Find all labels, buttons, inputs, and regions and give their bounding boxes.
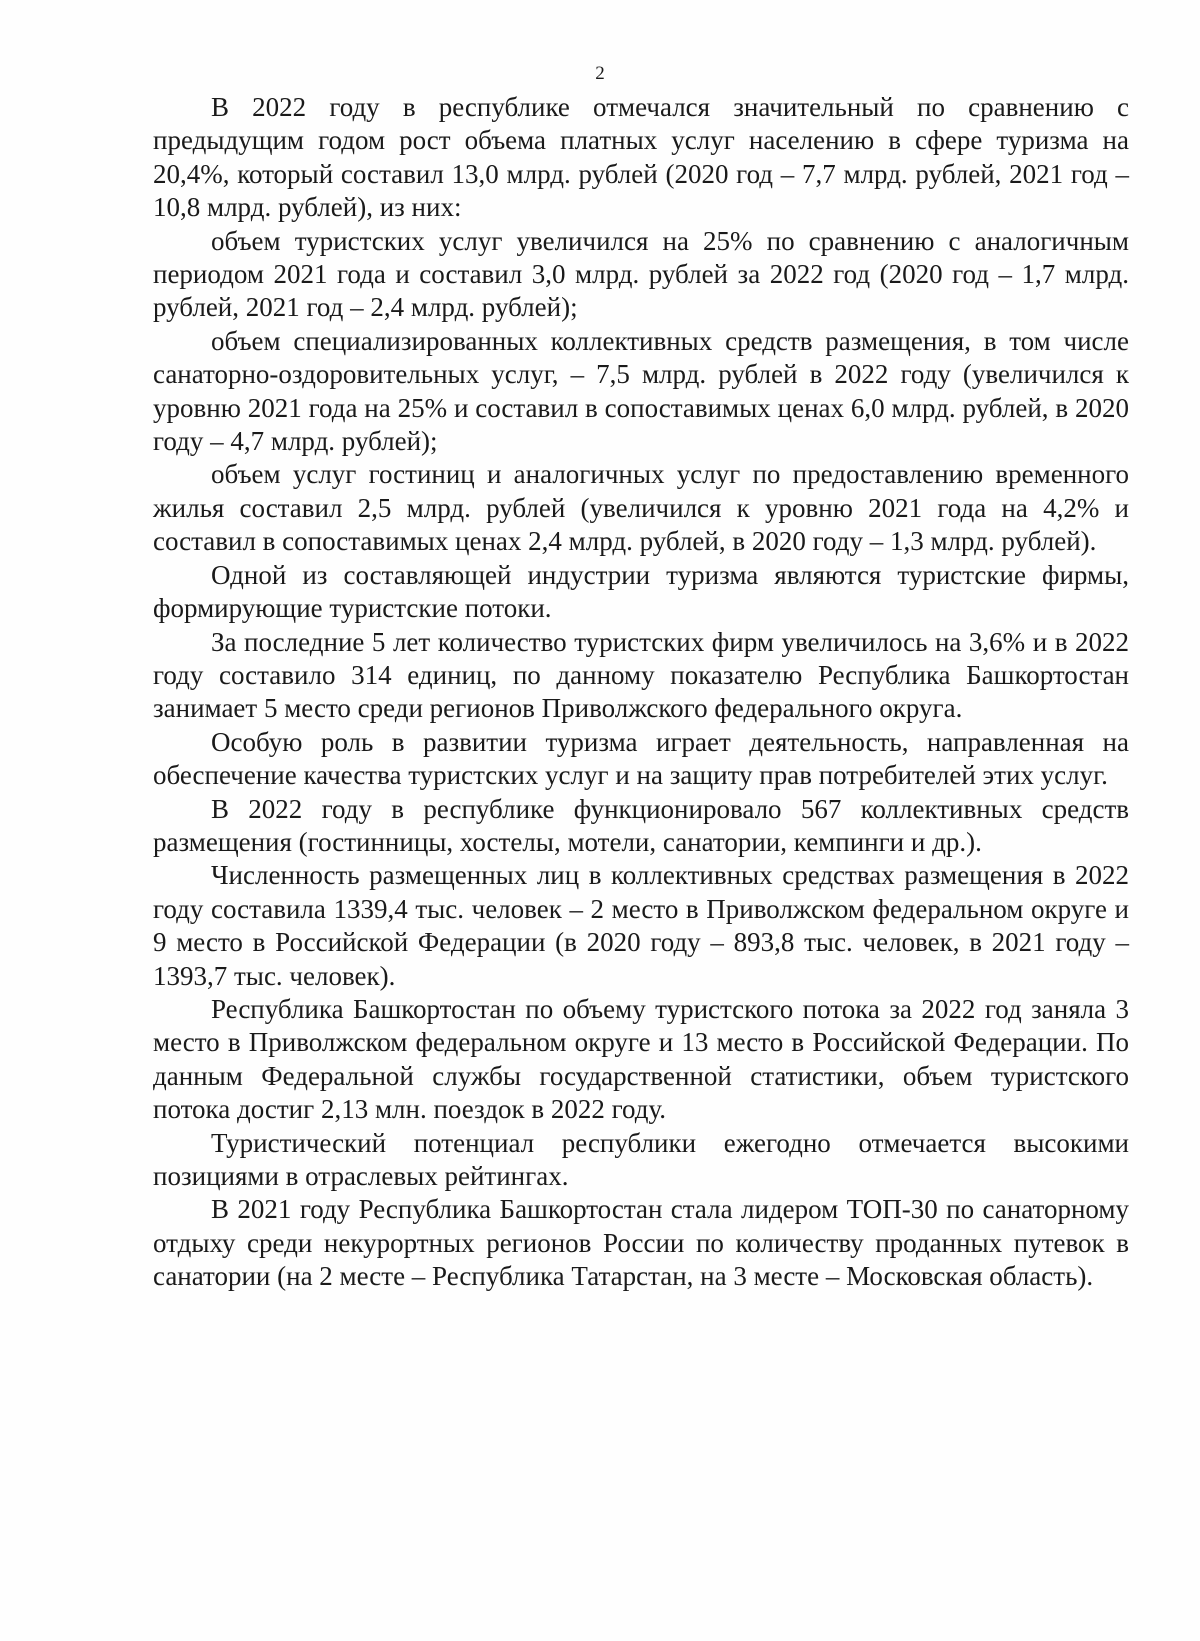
- paragraph-tourism-services-growth: В 2022 году в республике отмечался значительный по сравнению с предыдущим годом рост объема платных услуг населению в сфере туризма на 20,4%, который составил 13,0 млрд. рублей (2020 год – 7,7 млрд. рублей, 2021 год – 10,8 млрд. рублей), из них:: [153, 92, 1129, 223]
- paragraph-tour-firms-role: Одной из составляющей индустрии туризма являются туристские фирмы, формирующие туристские потоки.: [153, 559, 1129, 624]
- paragraph-accommodation-facilities: В 2022 году в республике функционировало 567 коллективных средств размещения (гостинницы, хостелы, мотели, санатории, кемпинги и др.).: [153, 793, 1129, 857]
- paragraph-hotel-services: объем услуг гостиниц и аналогичных услуг по предоставлению временного жилья составил 2,5 млрд. рублей (увеличился к уровню 2021 года на 4,2% и составил в сопоставимых ценах 2,4 млрд. рублей, в 2020 году – 1,3 млрд. рублей).: [153, 459, 1129, 557]
- paragraph-tour-firms-count: За последние 5 лет количество туристских фирм увеличилось на 3,6% и в 2022 году составило 314 единиц, по данному показателю Республика Башкортостан занимает 5 место среди регионов Приволжского федерального округа.: [153, 626, 1129, 724]
- document-body: [153, 91, 1129, 1294]
- paragraph-tourism-potential: Туристический потенциал республики ежегодно отмечается высокими позициями в отраслевых рейтингах.: [153, 1127, 1129, 1191]
- paragraph-quality-and-consumer-rights: Особую роль в развитии туризма играет деятельность, направленная на обеспечение качества туристских услуг и на защиту прав потребителей этих услуг.: [153, 726, 1129, 791]
- paragraph-guests-count: Численность размещенных лиц в коллективных средствах размещения в 2022 году составила 1339,4 тыс. человек – 2 место в Приволжском федеральном округе и 9 место в Российской Федерации (в 2020 году – 893,8 тыс. человек, в 2021 году – 1393,7 тыс. человек).: [153, 860, 1129, 991]
- paragraph-sanatorium-rating: В 2021 году Республика Башкортостан стала лидером ТОП-30 по санаторному отдыху среди некурортных регионов России по количеству проданных путевок в санатории (на 2 месте – Республика Татарстан, на 3 месте – Московская область).: [153, 1194, 1129, 1292]
- paragraph-tourist-services-volume: объем туристских услуг увеличился на 25% по сравнению с аналогичным периодом 2021 года и составил 3,0 млрд. рублей за 2022 год (2020 год – 1,7 млрд. рублей, 2021 год – 2,4 млрд. рублей);: [153, 225, 1129, 323]
- paragraph-specialized-accommodation: объем специализированных коллективных средств размещения, в том числе санаторно-оздоровительных услуг, – 7,5 млрд. рублей в 2022 году (увеличился к уровню 2021 года на 25% и составил в сопоставимых ценах 6,0 млрд. рублей, в 2020 году – 4,7 млрд. рублей);: [153, 325, 1129, 457]
- page-number: 2: [595, 63, 605, 84]
- paragraph-tourist-flow: Республика Башкортостан по объему туристского потока за 2022 год заняла 3 место в Приволжском федеральном округе и 13 место в Российской Федерации. По данным Федеральной службы государственной статистики, объем туристского потока достиг 2,13 млн. поездок в 2022 году.: [153, 993, 1129, 1125]
